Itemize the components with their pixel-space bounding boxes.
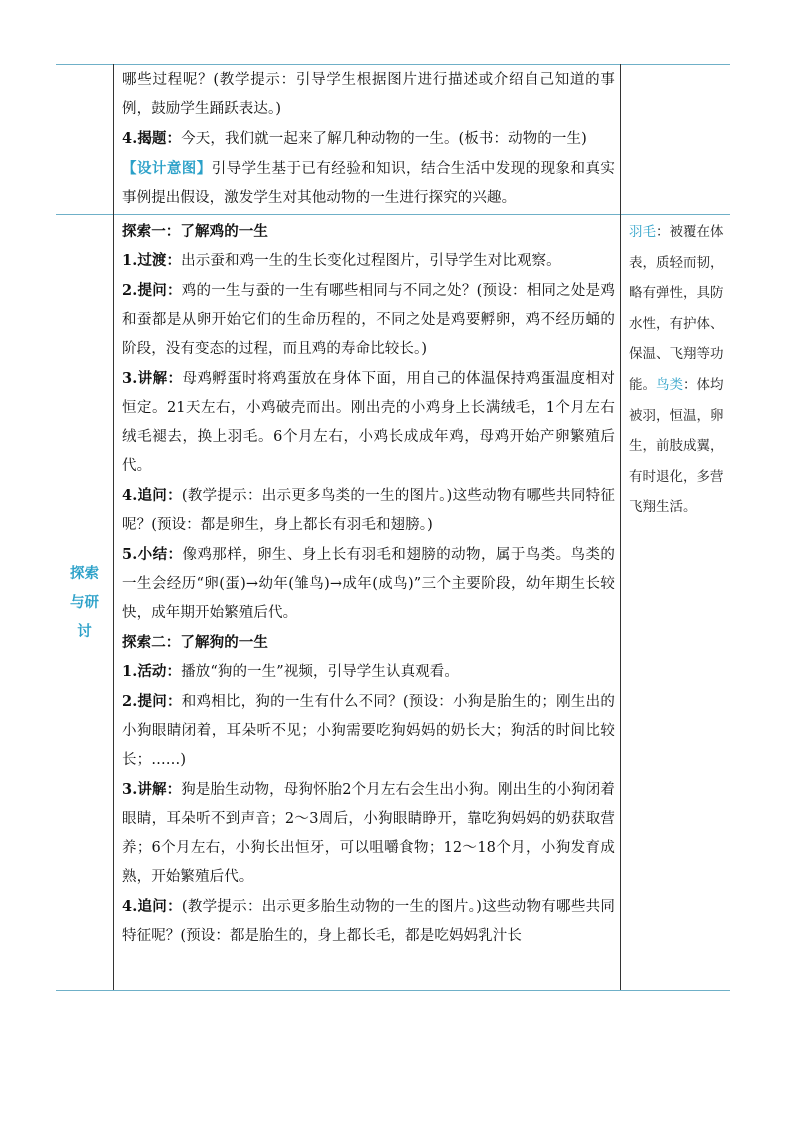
feather-term: 羽毛: [629, 224, 656, 240]
explore2-item: [122, 687, 615, 775]
item-label: 1.活动：: [122, 663, 182, 680]
section-label-wrap: [56, 215, 113, 990]
item-text: (教学提示：出示更多鸟类的一生的图片。)这些动物有哪些共同特征呢？(预设：都是卵生，身上都长有羽毛和翅膀。): [122, 488, 615, 533]
item-text: 鸡的一生与蚕的一生有哪些相同与不同之处？(预设：相同之处是鸡和蚕都是从卵开始它们的生命历程的，不同之处是鸡要孵卵，鸡不经历蛹的阶段，没有变态的过程，而且鸡的寿命比较长。): [122, 283, 616, 357]
design-intent-paragraph: [122, 154, 615, 213]
intro-paragraph-1: 哪些过程呢？(教学提示：引导学生根据图片进行描述或介绍自己知道的事例，鼓励学生踊跃表达。): [122, 72, 615, 117]
reveal-label: 4.揭题：: [122, 130, 182, 147]
item-label: 4.追问：: [122, 898, 182, 915]
explore2-heading: 探索二：了解狗的一生: [122, 634, 268, 651]
explore1-item: [122, 276, 615, 364]
notes: [621, 215, 730, 523]
explore2-item: [122, 892, 615, 951]
section-label: 探索与研讨: [70, 565, 99, 640]
explore2-item: [122, 775, 615, 892]
item-label: 2.提问：: [122, 282, 182, 299]
feather-definition: ：被覆在体表，质轻而韧，略有弹性，具防水性，有护体、保温、飞翔等功能。: [629, 224, 724, 393]
item-label: 4.追问：: [122, 487, 182, 504]
item-text: 播放“狗的一生”视频，引导学生认真观看。: [181, 664, 459, 680]
explore-content-cell: [114, 215, 621, 991]
item-label: 2.提问：: [122, 693, 182, 710]
item-text: 母鸡孵蛋时将鸡蛋放在身体下面，用自己的体温保持鸡蛋温度相对恒定。21天左右，小鸡破壳而出。刚出壳的小鸡身上长满绒毛，1个月左右绒毛褪去，换上羽毛。6个月左右，小鸡长成成年鸡，母鸡开始产卵繁殖后代。: [122, 371, 615, 474]
item-text: 出示蚕和鸡一生的生长变化过程图片，引导学生对比观察。: [181, 253, 561, 269]
bird-definition: ：体均被羽，恒温，卵生，前肢成翼，有时退化，多营飞翔生活。: [629, 376, 724, 516]
explore2-item: [122, 657, 615, 687]
intro-row: [56, 65, 730, 215]
section-label-cell: [56, 215, 114, 991]
intro-content: [114, 65, 620, 214]
item-label: 1.过渡：: [122, 252, 182, 269]
item-text: 像鸡那样，卵生、身上长有羽毛和翅膀的动物，属于鸟类。鸟类的一生会经历“卵(蛋)→幼年(雏鸟)→成年(成鸟)”三个主要阶段，幼年期生长较快，成年期开始繁殖后代。: [122, 547, 615, 621]
intro-content-cell: [114, 65, 621, 215]
explore-content: [114, 215, 620, 951]
item-label: 5.小结：: [122, 546, 183, 563]
item-label: 3.讲解：: [122, 781, 182, 798]
item-text: 和鸡相比，狗的一生有什么不同？(预设：小狗是胎生的；刚生出的小狗眼睛闭着，耳朵听不见；小狗需要吃狗妈妈的奶长大；狗活的时间比较长；……): [122, 694, 616, 768]
explore1-item: [122, 246, 615, 276]
reveal-text: 今天，我们就一起来了解几种动物的一生。(板书：动物的一生): [181, 131, 587, 147]
explore1-item: [122, 540, 615, 628]
item-text: (教学提示：出示更多胎生动物的一生的图片。)这些动物有哪些共同特征呢？(预设：都是胎生的，身上都长毛，都是吃妈妈乳汁长: [122, 899, 615, 944]
notes-cell: [621, 215, 731, 991]
explore1-item: [122, 481, 615, 540]
intro-label-cell: [56, 65, 114, 215]
explore1-item: [122, 364, 615, 481]
reveal-paragraph: [122, 124, 615, 154]
design-intent-tag: 【设计意图】: [122, 160, 212, 177]
lesson-plan-table: [56, 64, 730, 991]
item-label: 3.讲解：: [122, 370, 183, 387]
design-intent-text: 引导学生基于已有经验和知识，结合生活中发现的现象和真实事例提出假设，激发学生对其他动物的一生进行探究的兴趣。: [122, 161, 615, 206]
bird-term: 鸟类: [656, 376, 683, 393]
explore1-heading: 探索一：了解鸡的一生: [122, 223, 268, 240]
intro-note-cell: [621, 65, 731, 215]
explore-row: [56, 215, 730, 991]
item-text: 狗是胎生动物，母狗怀胎2个月左右会生出小狗。刚出生的小狗闭着眼睛，耳朵听不到声音；2～3周后，小狗眼睛睁开，靠吃狗妈妈的奶获取营养；6个月左右，小狗长出恒牙，可以咀嚼食物；12～18个月，小狗发育成熟，开始繁殖后代。: [122, 782, 615, 885]
